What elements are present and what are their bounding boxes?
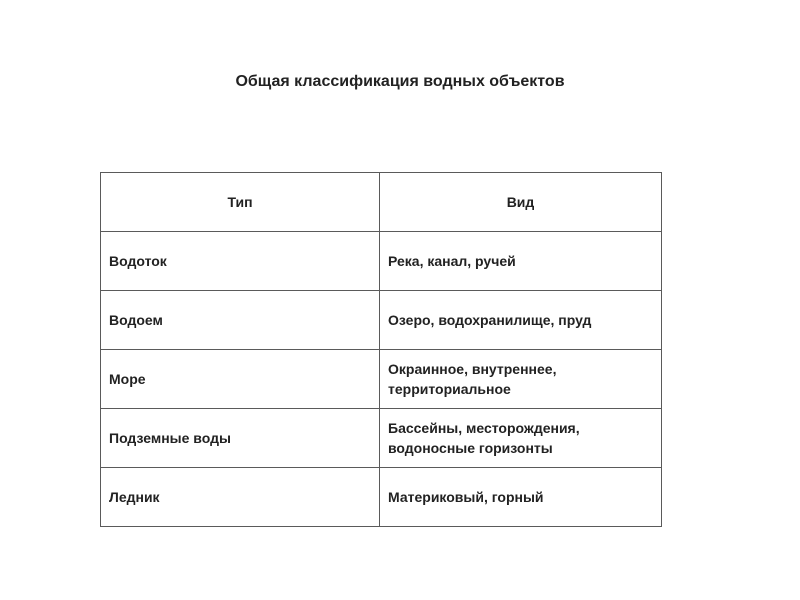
table-row (101, 350, 662, 409)
row-cell-kind: Река, канал, ручей (380, 232, 662, 291)
table-row (101, 468, 662, 527)
row-cell-kind: Бассейны, месторождения, водоносные горизонты (380, 409, 662, 468)
table-row (101, 232, 662, 291)
classification-table (100, 172, 662, 527)
row-cell-type: Водоем (101, 291, 380, 350)
row-cell-kind: Окраинное, внутреннее, территориальное (380, 350, 662, 409)
row-cell-type: Подземные воды (101, 409, 380, 468)
table-row (101, 291, 662, 350)
row-cell-type: Ледник (101, 468, 380, 527)
row-cell-kind: Озеро, водохранилище, пруд (380, 291, 662, 350)
row-cell-type: Море (101, 350, 380, 409)
row-cell-type: Водоток (101, 232, 380, 291)
header-kind: Вид (380, 173, 662, 232)
table-row (101, 409, 662, 468)
row-cell-kind: Материковый, горный (380, 468, 662, 527)
table-header-row (101, 173, 662, 232)
header-type: Тип (101, 173, 380, 232)
slide-title: Общая классификация водных объектов (235, 73, 565, 90)
